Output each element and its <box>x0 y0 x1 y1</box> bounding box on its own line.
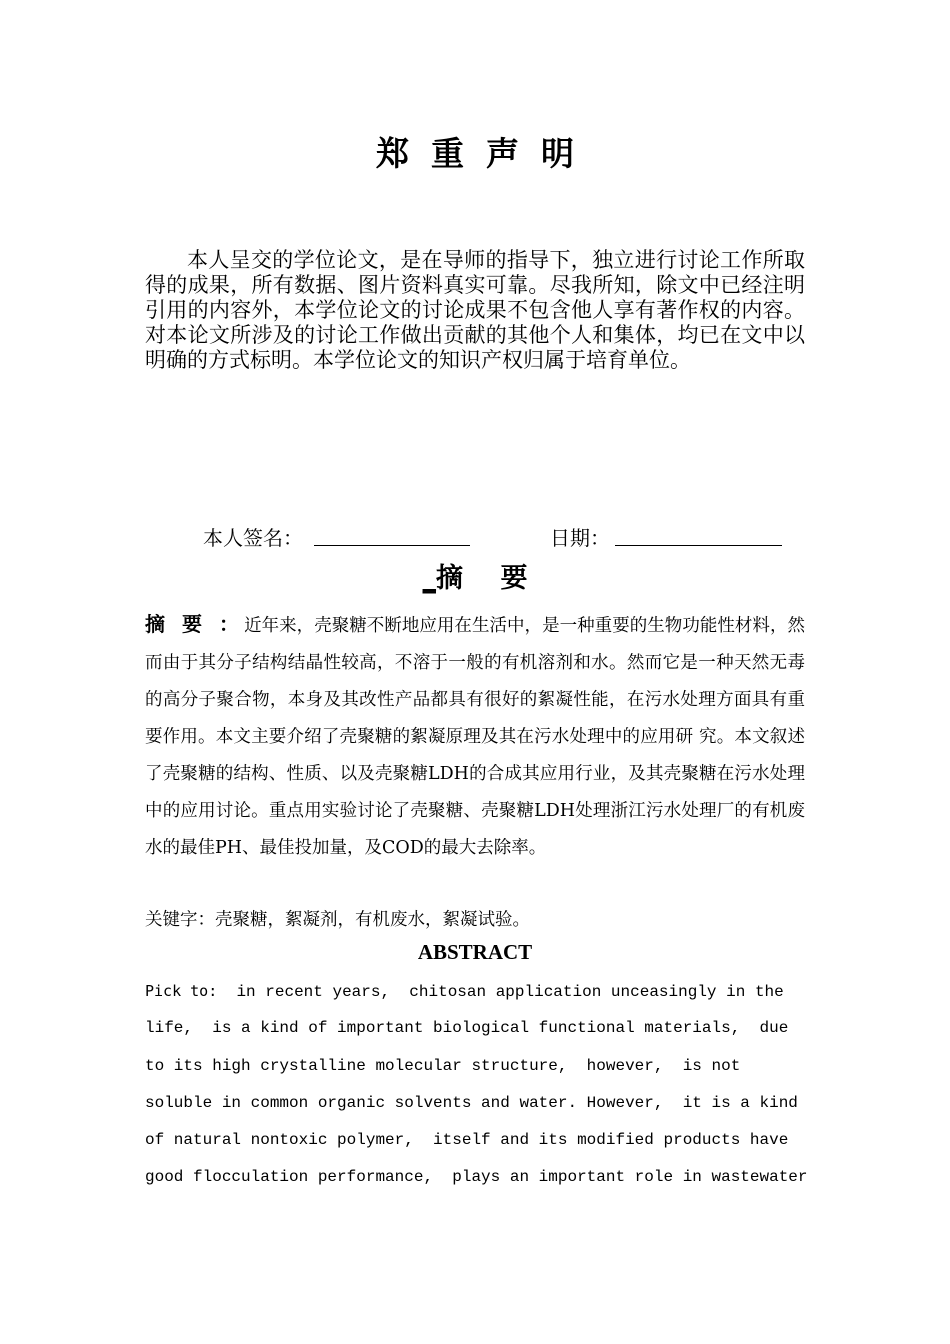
declaration-body: 本人呈交的学位论文，是在导师的指导下，独立进行讨论工作所取得的成果，所有数据、图片资料真实可靠。尽我所知，除文中已经注明引用的内容外，本学位论文的讨论成果不包含他人享有著作权的内容。对本论文所涉及的讨论工作做出贡献的其他个人和集体，均已在文中以明确的方式标明。本学位论文的知识产权归属于培育单位。 <box>145 248 805 372</box>
abstract-en-lead: Pick to: <box>145 982 218 1000</box>
signature-line <box>314 545 470 546</box>
abstract-en-line: good flocculation performance, plays an important role in wastewater <box>145 1168 808 1187</box>
signature-row <box>0 522 950 552</box>
abstract-en-line-text: in recent years, chitosan application unceasingly in the <box>217 983 784 1001</box>
title-underscore: _ <box>422 563 437 594</box>
abstract-en-line: soluble in common organic solvents and water. However, it is a kind <box>145 1093 798 1112</box>
abstract-en-title: ABSTRACT <box>417 940 533 964</box>
abstract-cn-title <box>0 556 950 595</box>
abstract-en-line <box>145 973 809 1010</box>
date-label: 日期： <box>550 526 610 550</box>
abstract-cn-body <box>145 606 805 867</box>
keywords: 关键字：壳聚糖，絮凝剂，有机废水，絮凝试验。 <box>145 910 530 930</box>
abstract-en-line: of natural nontoxic polymer, itself and its modified products have <box>145 1131 789 1150</box>
signature-label: 本人签名： <box>203 526 303 550</box>
abstract-en-body <box>145 973 809 1197</box>
date-line <box>615 545 782 546</box>
declaration-title: 郑重声明 <box>376 134 596 173</box>
abstract-cn-text: 近年来，壳聚糖不断地应用在生活中，是一种重要的生物功能性材料，然而由于其分子结构结晶性较高，不溶于一般的有机溶剂和水。然而它是一种天然无毒的高分子聚合物，本身及其改性产品都具有很好的絮凝性能，在污水处理方面具有重要作用。本文主要介绍了壳聚糖的絮凝原理及其在污水处理中的应用研 究。本文叙述了壳聚糖的结构、性质、以及壳聚糖LDH的合成其应用行业，及其壳聚糖在污水处理中的应用讨论。重点用实验讨论了壳聚糖、壳聚糖LDH处理浙江污水处理厂的有机废水的最佳PH、最佳投加量，及COD的最大去除率。 <box>145 616 805 858</box>
abstract-en-line: to its high crystalline molecular structure, however, is not <box>145 1056 741 1075</box>
abstract-cn-lead: 摘 要 ： <box>145 612 245 636</box>
abstract-en-line: life, is a kind of important biological functional materials, due <box>145 1019 789 1038</box>
abstract-cn-title-text: 摘 要 <box>436 563 542 594</box>
